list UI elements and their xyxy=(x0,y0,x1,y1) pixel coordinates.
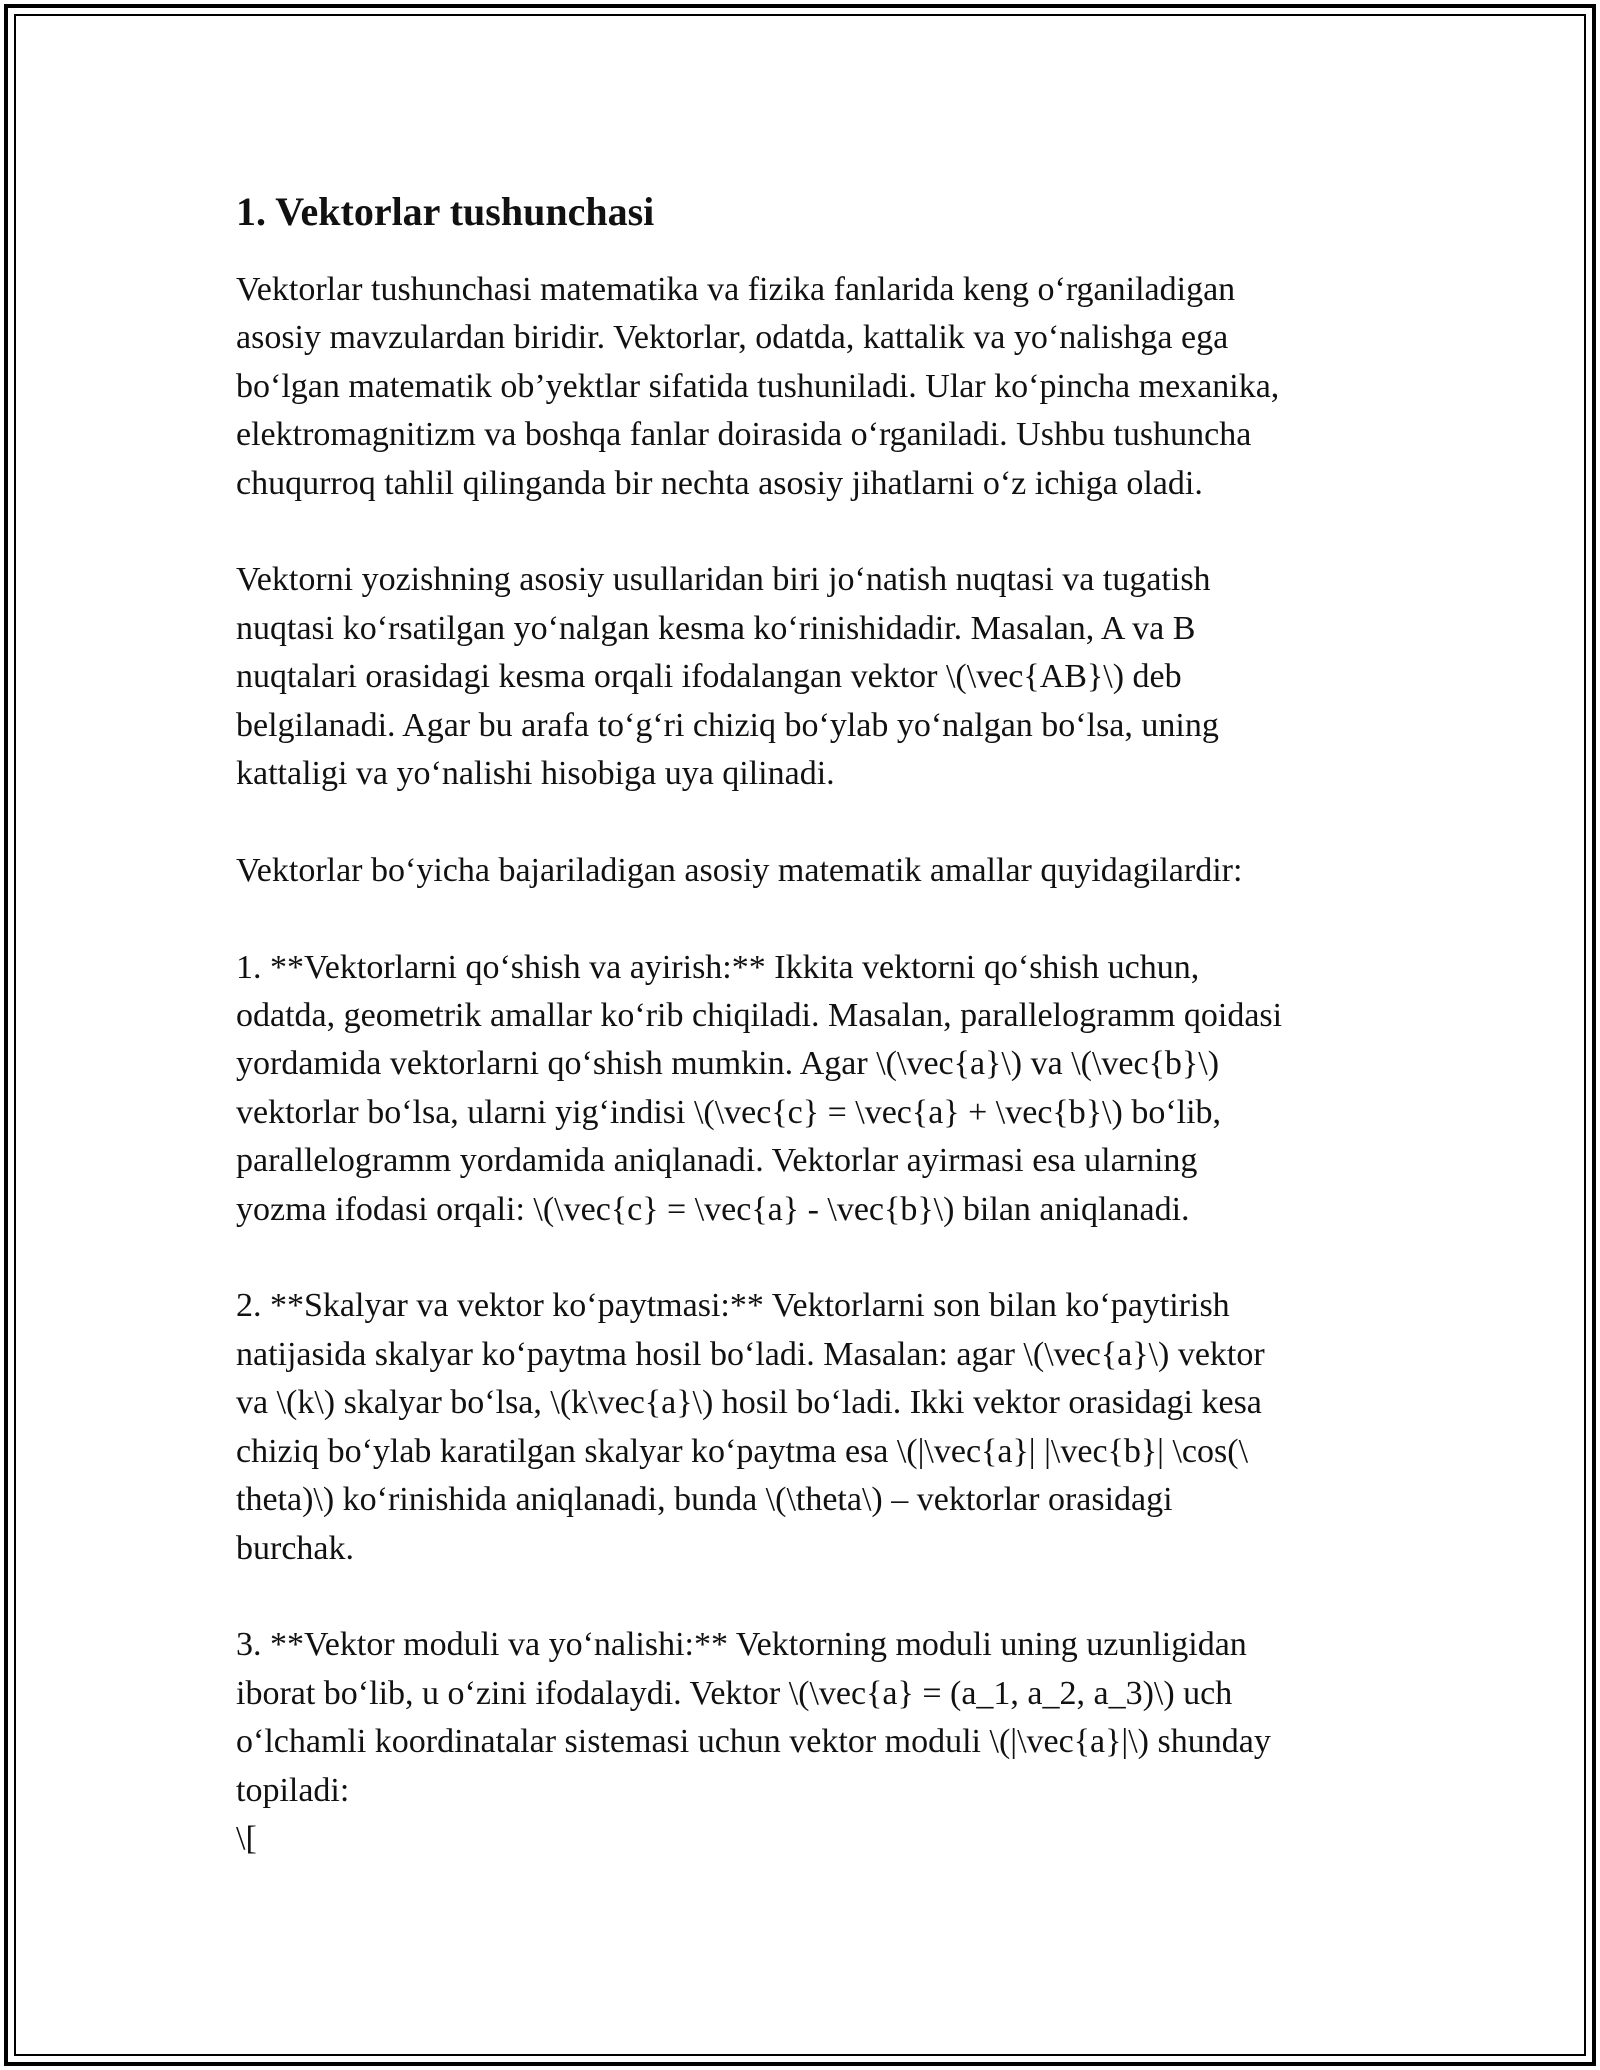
list-item-scalar-product: 2. **Skalyar va vektor ko‘paytmasi:** Vektorlarni son bilan ko‘paytirish natijasida skalyar ko‘paytma hosil bo‘ladi. Masalan: agar \(\vec{a}\) vektor va \(k\) skalyar bo‘lsa, \(k\vec{a}\) hosil bo‘ladi. Ikki vektor orasidagi kesa chiziq bo‘ylab karatilgan skalyar ko‘paytma esa \(|\vec{a}| |\vec{b}| \cos(\ theta)\) ko‘rinishida aniqlanadi, bunda \(\theta\) – vektorlar orasidagi burchak. xyxy=(236,1287,1265,1567)
list-item-addition: 1. **Vektorlarni qo‘shish va ayirish:** Ikkita vektorni qo‘shish uchun, odatda, geometrik amallar ko‘rib chiqiladi. Masalan, parallelogramm qoidasi yordamida vektorlarni qo‘shish mumkin. Agar \(\vec{a}\) va \(\vec{b}\) vektorlar bo‘lsa, ularni yig‘indisi \(\vec{c} = \vec{a} + \vec{b}\) bo‘lib, parallelogramm yordamida aniqlanadi. Vektorlar ayirmasi esa ularning yozma ifodasi orqali: \(\vec{c} = \vec{a} - \vec{b}\) bilan aniqlanadi. xyxy=(236,948,1283,1228)
paragraph-notation: Vektorni yozishning asosiy usullaridan biri jo‘natish nuqtasi va tugatish nuqtasi ko‘rsatilgan yo‘nalgan kesma ko‘rinishidadir. Masalan, A va B nuqtalari orasidagi kesma orqali ifodalangan vektor \(\vec{AB}\) deb belgilanadi. Agar bu arafa to‘g‘ri chiziq bo‘ylab yo‘nalgan bo‘lsa, uning kattaligi va yo‘nalishi hisobiga uya qilinadi. xyxy=(236,561,1219,793)
document-body xyxy=(236,184,1396,1863)
paragraph-operations-intro: Vektorlar bo‘yicha bajariladigan asosiy matematik amallar quyidagilardir: xyxy=(236,851,1243,889)
list-item-modulus: 3. **Vektor moduli va yo‘nalishi:** Vektorning moduli uning uzunligidan iborat bo‘lib, u o‘zini ifodalaydi. Vektor \(\vec{a} = (a_1, a_2, a_3)\) uch o‘lchamli koordinatalar sistemasi uchun vektor moduli \(|\vec{a}|\) shunday topiladi: \[ xyxy=(236,1626,1271,1857)
section-title: 1. Vektorlar tushunchasi xyxy=(236,189,655,234)
paragraph-intro: Vektorlar tushunchasi matematika va fizika fanlarida keng o‘rganiladigan asosiy mavzulardan biridir. Vektorlar, odatda, kattalik va yo‘nalishga ega bo‘lgan matematik ob’yektlar sifatida tushuniladi. Ular ko‘pincha mexanika, elektromagnitizm va boshqa fanlar doirasida o‘rganiladi. Ushbu tushuncha chuqurroq tahlil qilinganda bir nechta asosiy jihatlarni o‘z ichiga oladi. xyxy=(236,271,1280,502)
